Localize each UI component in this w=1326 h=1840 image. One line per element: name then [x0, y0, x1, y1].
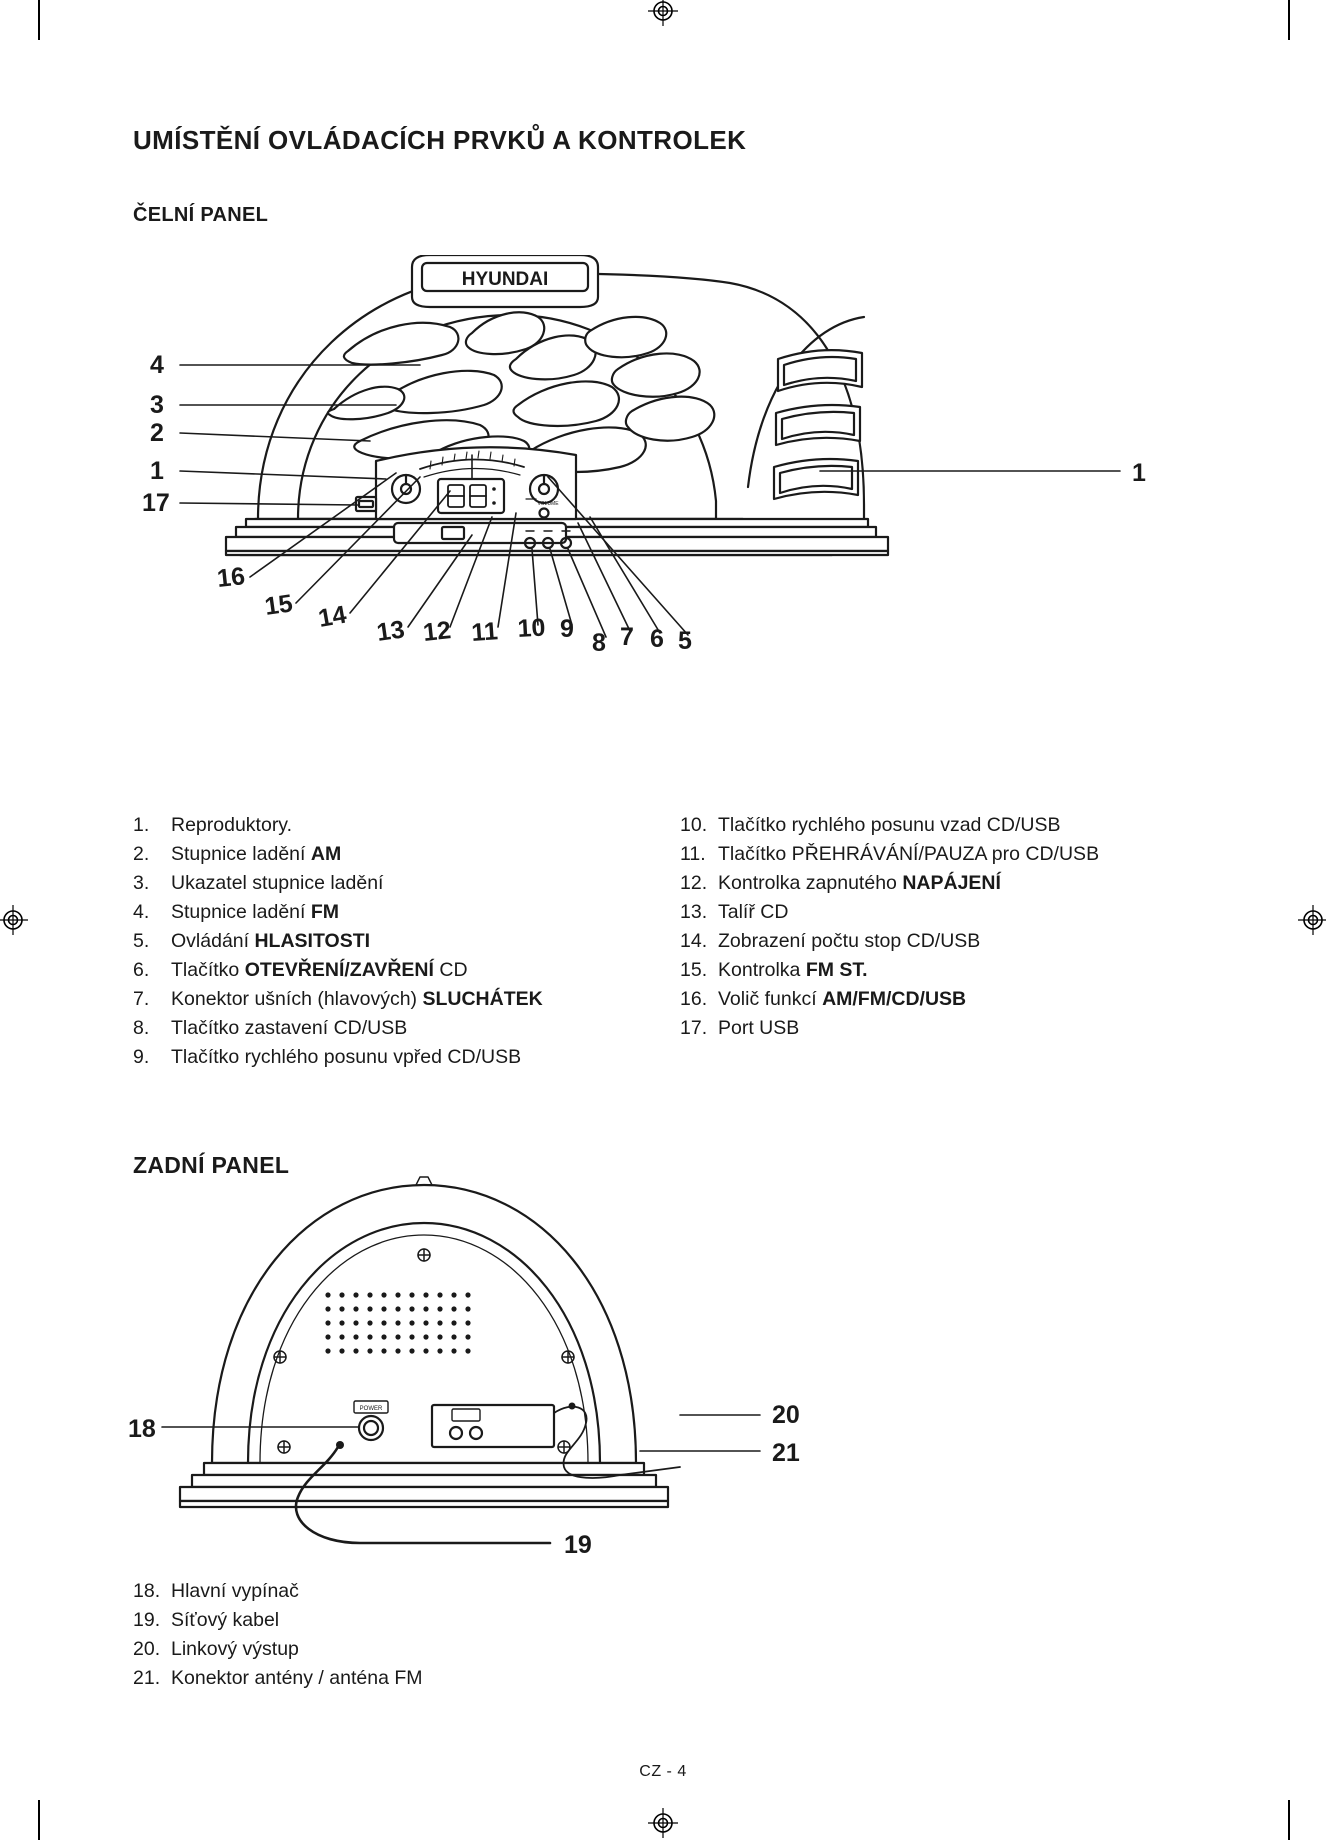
list-item: 21. Konektor antény / anténa FM [133, 1667, 423, 1689]
callout-11: 11 [470, 617, 499, 647]
callout-9: 9 [560, 615, 574, 643]
section-heading-front-panel: ČELNÍ PANEL [133, 204, 269, 226]
callout-10: 10 [516, 613, 547, 643]
list-item: 20. Linkový výstup [133, 1638, 299, 1660]
registration-mark-left [0, 905, 28, 935]
crop-mark-top-left-v [38, 0, 40, 40]
callout-20: 20 [772, 1401, 800, 1429]
brand-label: HYUNDAI [461, 269, 549, 290]
registration-mark-bottom [648, 1808, 678, 1838]
callout-21: 21 [772, 1439, 800, 1467]
power-label: POWER [359, 1406, 383, 1412]
list-item: 17. Port USB [680, 1017, 800, 1039]
page-footer: CZ - 4 [639, 1763, 687, 1780]
list-item: 6. Tlačítko OTEVŘENÍ/ZAVŘENÍ CD [133, 959, 468, 981]
volume-label: VOLUME [537, 501, 559, 507]
list-item: 8. Tlačítko zastavení CD/USB [133, 1017, 408, 1039]
list-item: 18. Hlavní vypínač [133, 1580, 299, 1602]
list-item: 2. Stupnice ladění AM [133, 843, 342, 865]
crop-mark-bottom-right-v [1288, 1800, 1290, 1840]
list-item: 10. Tlačítko rychlého posunu vzad CD/USB [680, 814, 1061, 836]
callout-1-left: 1 [150, 457, 164, 485]
crop-mark-bottom-left-v [38, 1800, 40, 1840]
list-item: 1. Reproduktory. [133, 814, 293, 836]
list-item: 13. Talíř CD [680, 901, 789, 923]
front-panel-list-right [680, 812, 1150, 1044]
list-item: 7. Konektor ušních (hlavových) SLUCHÁTEK [133, 988, 543, 1010]
registration-mark-top [648, 0, 678, 26]
callout-8: 8 [592, 629, 606, 657]
front-panel-list-left [133, 812, 683, 1073]
list-item: 14. Zobrazení počtu stop CD/USB [680, 930, 981, 952]
list-item: 3. Ukazatel stupnice ladění [133, 872, 384, 894]
callout-16: 16 [215, 562, 247, 593]
crop-mark-top-right-v [1288, 0, 1290, 40]
callout-3: 3 [150, 391, 164, 419]
callout-13: 13 [374, 615, 407, 647]
callout-1-right: 1 [1132, 459, 1146, 487]
list-item: 9. Tlačítko rychlého posunu vpřed CD/USB [133, 1046, 522, 1068]
registration-mark-right [1298, 905, 1326, 935]
list-item: 5. Ovládání HLASITOSTI [133, 930, 371, 952]
rear-panel-diagram [120, 1175, 920, 1605]
list-item: 15. Kontrolka FM ST. [680, 959, 868, 981]
callout-5: 5 [678, 627, 692, 655]
callout-7: 7 [620, 623, 634, 651]
callout-19: 19 [564, 1531, 592, 1559]
callout-15: 15 [262, 589, 295, 621]
callout-2: 2 [150, 419, 164, 447]
list-item: 19. Síťový kabel [133, 1609, 280, 1631]
list-item: 16. Volič funkcí AM/FM/CD/USB [680, 988, 967, 1010]
rear-panel-list [133, 1578, 733, 1694]
section-heading-rear-panel: ZADNÍ PANEL [133, 1152, 290, 1178]
list-item: 4. Stupnice ladění FM [133, 901, 340, 923]
callout-14: 14 [316, 600, 349, 633]
list-item: 11. Tlačítko PŘEHRÁVÁNÍ/PAUZA pro CD/USB [680, 843, 1100, 865]
callout-12: 12 [421, 616, 453, 647]
callout-4: 4 [150, 351, 164, 379]
callout-17: 17 [142, 489, 170, 517]
page-title: UMÍSTĚNÍ OVLÁDACÍCH PRVKŮ A KONTROLEK [133, 125, 747, 155]
list-item: 12. Kontrolka zapnutého NAPÁJENÍ [680, 872, 1001, 894]
callout-18: 18 [128, 1415, 156, 1443]
callout-6: 6 [650, 625, 664, 653]
front-panel-diagram [120, 255, 1210, 775]
